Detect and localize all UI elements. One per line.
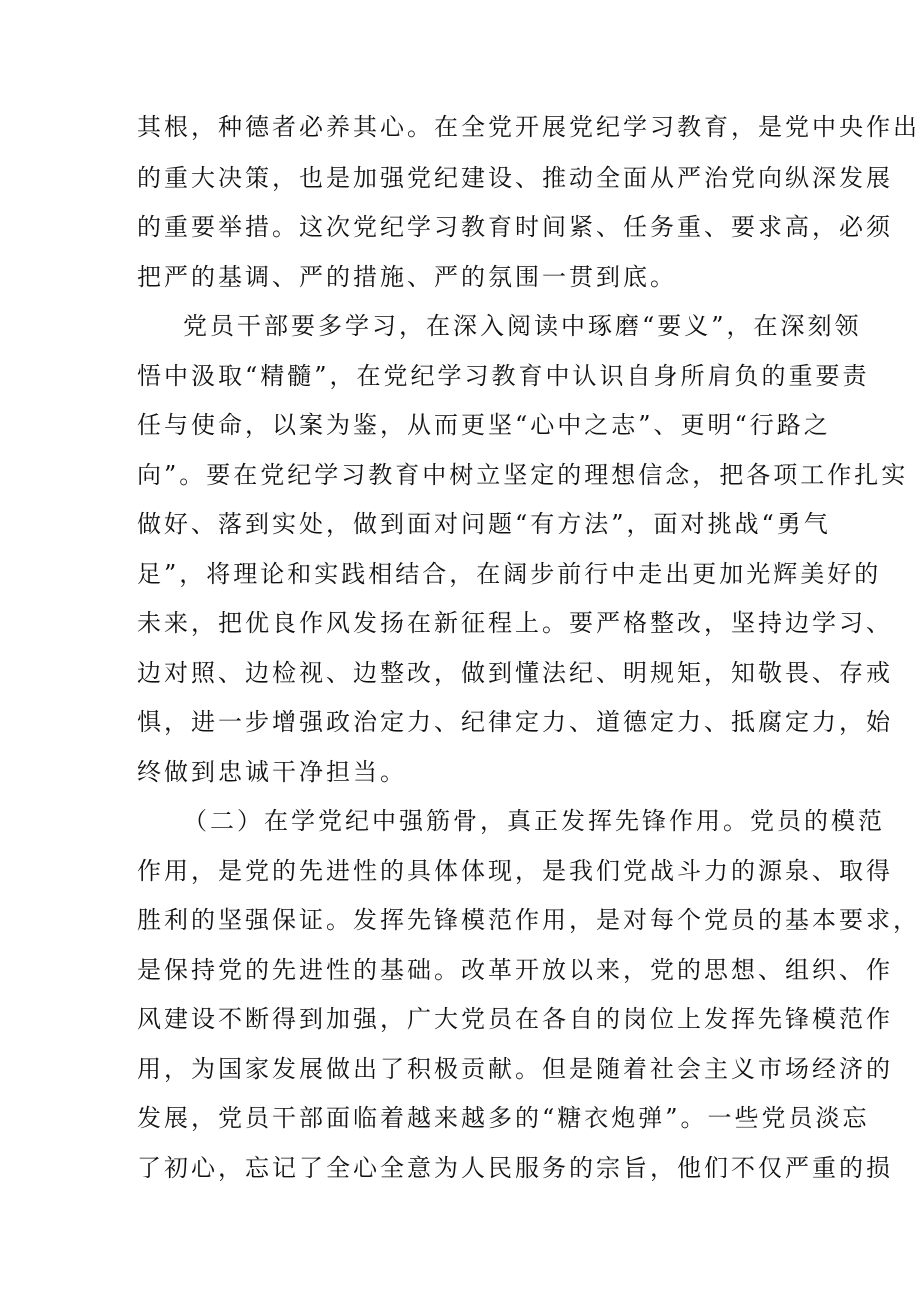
text-line-16: 作用，是党的先进性的具体体现，是我们党战斗力的源泉、取得 [137, 857, 893, 885]
text-line-20: 用，为国家发展做出了积极贡献。但是随着社会主义市场经济的 [137, 1055, 893, 1083]
text-line-12: 边对照、边检视、边整改，做到懂法纪、明规矩，知敬畏、存戒 [137, 659, 893, 687]
text-line-21: 发展，党员干部面临着越来越多的“糖衣炮弹”。一些党员淡忘 [137, 1104, 870, 1132]
text-line-8: 向”。要在党纪学习教育中树立坚定的理想信念，把各项工作扎实 [137, 461, 909, 489]
text-line-4: 把严的基调、严的措施、严的氛围一贯到底。 [137, 263, 677, 291]
paragraph-2-first-line: 党员干部要多学习，在深入阅读中琢磨“要义”，在深刻领 [183, 312, 862, 340]
text-line-2: 的重大决策，也是加强党纪建设、推动全面从严治党向纵深发展 [137, 164, 893, 192]
text-line-9: 做好、落到实处，做到面对问题“有方法”，面对挑战“勇气 [137, 510, 831, 538]
text-line-13: 惧，进一步增强政治定力、纪律定力、道德定力、抵腐定力，始 [137, 708, 893, 736]
text-line-11: 未来，把优良作风发扬在新征程上。要严格整改，坚持边学习、 [137, 609, 893, 637]
text-line-14: 终做到忠诚干净担当。 [137, 758, 407, 786]
text-line-1: 其根，种德者必养其心。在全党开展党纪学习教育，是党中央作出 [137, 113, 920, 141]
text-line-17: 胜利的坚强保证。发挥先锋模范作用，是对每个党员的基本要求， [137, 906, 920, 934]
text-line-18: 是保持党的先进性的基础。改革开放以来，党的思想、组织、作 [137, 956, 893, 984]
section-heading-2: （二）在学党纪中强筋骨，真正发挥先锋作用。党员的模范 [183, 807, 885, 835]
text-line-22: 了初心，忘记了全心全意为人民服务的宗旨，他们不仅严重的损 [137, 1154, 893, 1182]
text-line-10: 足”，将理论和实践相结合，在阔步前行中走出更加光辉美好的 [137, 560, 882, 588]
text-line-19: 风建设不断得到加强，广大党员在各自的岗位上发挥先锋模范作 [137, 1005, 893, 1033]
text-line-3: 的重要举措。这次党纪学习教育时间紧、任务重、要求高，必须 [137, 213, 893, 241]
text-line-7: 任与使命，以案为鉴，从而更坚“心中之志”、更明“行路之 [137, 411, 831, 439]
text-line-6: 悟中汲取“精髓”，在党纪学习教育中认识自身所肩负的重要责 [137, 362, 870, 390]
